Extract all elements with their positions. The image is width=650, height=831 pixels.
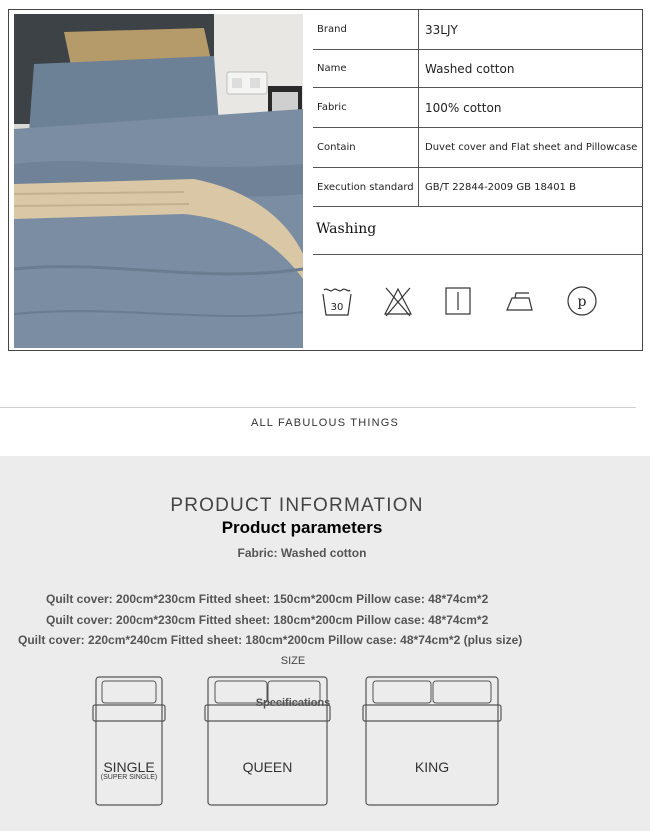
bed-name: SINGLE	[103, 759, 155, 775]
spec-label: Fabric	[313, 88, 419, 127]
spec-label: Execution standard	[313, 168, 419, 206]
bed-name: KING	[414, 759, 450, 775]
spec-row-standard	[313, 167, 643, 206]
bed-single	[92, 675, 166, 807]
divider	[0, 407, 636, 408]
spec-row-contain	[313, 127, 643, 167]
size-line-queen: Quilt cover: 200cm*230cm Fitted sheet: 180cm*200cm Pillow case: 48*74cm*2	[46, 613, 489, 627]
brand-tagline: ALL FABULOUS THINGS	[250, 417, 400, 429]
wash-temp-text: 30	[330, 302, 344, 313]
bed-king	[362, 675, 502, 807]
spec-value: GB/T 22844-2009 GB 18401 B	[425, 181, 576, 193]
size-line-single: Quilt cover: 200cm*230cm Fitted sheet: 150cm*200cm Pillow case: 48*74cm*2	[46, 592, 489, 606]
dry-clean-letter: p	[577, 294, 587, 310]
washing-label: Washing	[316, 221, 377, 237]
spec-value: 100% cotton	[425, 100, 502, 115]
bed-queen-outline	[204, 675, 331, 807]
no-bleach-icon	[382, 284, 414, 322]
bed-subname: (SUPER SINGLE)	[100, 774, 158, 781]
bed-single-outline	[92, 675, 166, 807]
size-label: SIZE	[280, 655, 306, 667]
spec-value: Duvet cover and Flat sheet and Pillowcase	[425, 142, 638, 153]
spec-label: Contain	[313, 128, 419, 167]
spec-label: Name	[313, 50, 419, 87]
wash-30-icon	[321, 284, 353, 322]
bed-name: QUEEN	[242, 759, 293, 775]
washing-divider	[313, 254, 643, 255]
spec-row-name	[313, 49, 643, 87]
product-parameters-heading: Product parameters	[221, 518, 383, 537]
specifications-label: Specifications	[255, 697, 331, 709]
tumble-dry-icon	[442, 284, 474, 322]
care-icons	[315, 270, 640, 340]
bed-queen	[204, 675, 331, 807]
iron-icon	[503, 284, 537, 322]
washing-row	[313, 206, 643, 254]
spec-label: Brand	[313, 10, 419, 49]
fabric-line: Fabric: Washed cotton	[237, 546, 367, 560]
spec-row-fabric	[313, 87, 643, 127]
spec-row-brand	[313, 10, 643, 49]
product-photo	[14, 14, 303, 348]
size-line-king: Quilt cover: 220cm*240cm Fitted sheet: 180cm*200cm Pillow case: 48*74cm*2 (plus size)	[18, 633, 523, 647]
product-info-heading: PRODUCT INFORMATION	[170, 495, 424, 516]
bedding-illustration	[14, 14, 303, 348]
spec-value: 33LJY	[425, 22, 458, 37]
bed-king-outline	[362, 675, 502, 807]
spec-value: Washed cotton	[425, 61, 515, 76]
dry-clean-p-icon	[565, 284, 599, 322]
